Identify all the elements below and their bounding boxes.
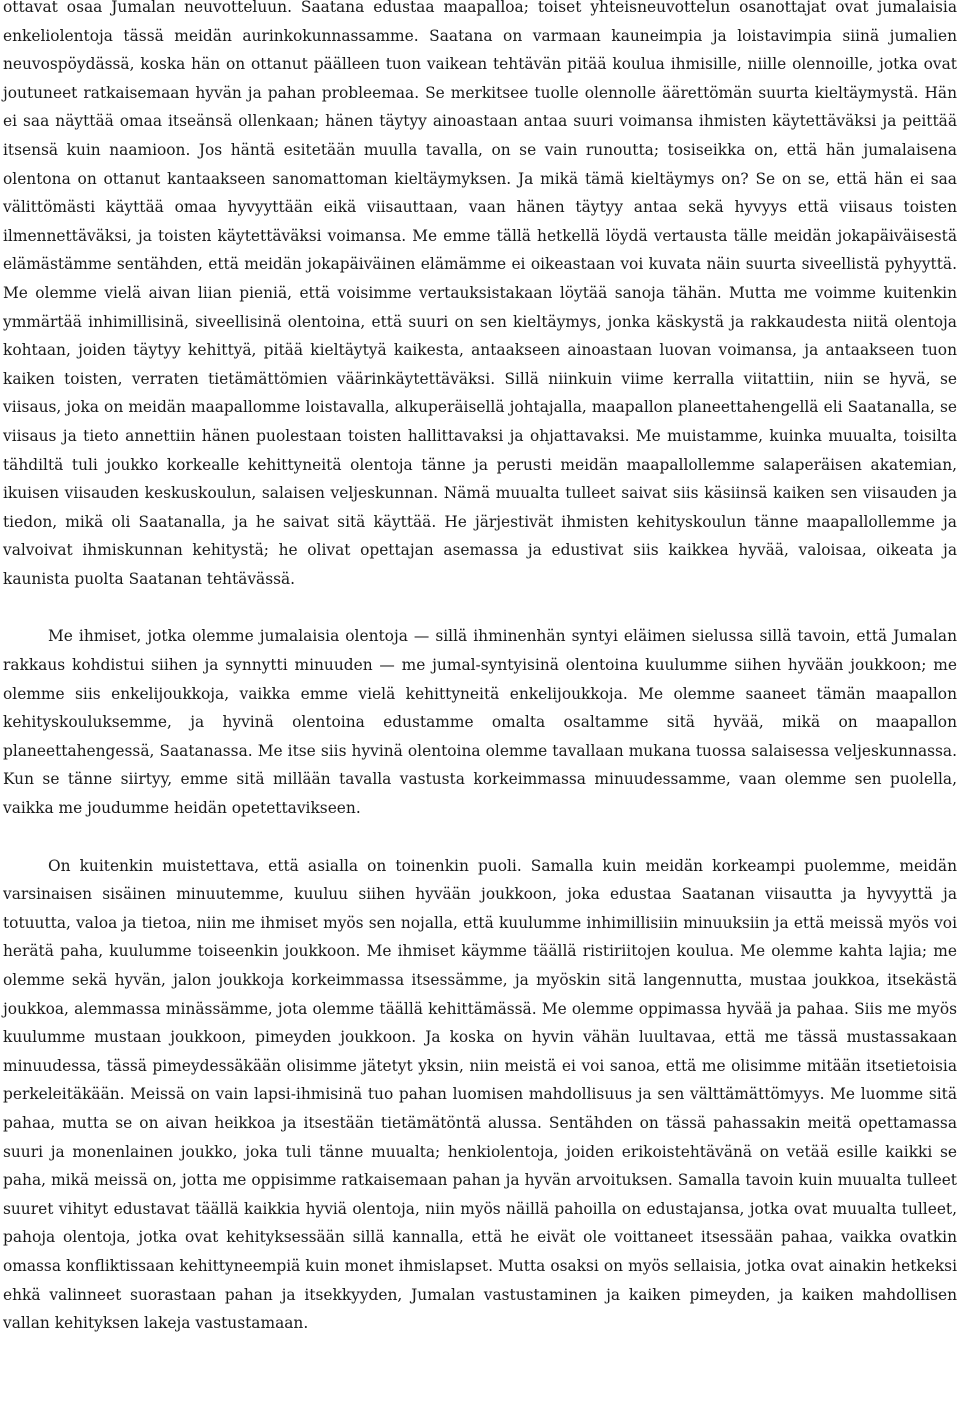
paragraph-gap [3,823,957,852]
paragraph-1: ottavat osaa Jumalan neuvotteluun. Saatana edustaa maapalloa; toiset yhteisneuvottelun osanottajat ovat jumalaisia enkeliolentoja tässä meidän aurinkokunnassamme. Saatana on varmaan kauneimpia ja loistavimpia siinä jumalien neuvospöydässä, koska hän on ottanut päälleen tuon vaikean tehtävän pitää koulua ihmisille, niille olennoille, jotka ovat joutuneet ratkaisemaan hyvän ja pahan probleemaa. Se merkitsee tuolle olennolle äärettömän suurta kieltäymystä. Hän ei saa näyttää omaa itseänsä ollenkaan; hänen täytyy ainoastaan antaa suuri voimansa ihmisten käytettäväksi ja peittää itsensä kuin naamioon. Jos häntä esitetään muulla tavalla, on se vain runoutta; tosiseikka on, että hän jumalaisena olentona on ottanut kantaakseen sanomattoman kieltäymyksen. Ja mikä tämä kieltäymys on? Se on se, että hän ei saa välittömästi käyttää omaa hyvyyttään eikä viisauttaan, vaan hänen täytyy antaa sekä hyvyys että viisaus toisten ilmennettäväksi, ja toisten käytettäväksi voimansa. Me emme tällä hetkellä löydä vertausta tälle meidän jokapäiväisestä elämästämme sentähden, että meidän jokapäiväinen elämämme ei oikeastaan voi kuvata näin suurta siveellistä pyhyyttä. Me olemme vielä aivan liian pieniä, että voisimme vertauksistakaan löytää sanoja tähän. Mutta me voimme kuitenkin ymmärtää inhimillisinä, siveellisinä olentoina, että suuri on sen kieltäymys, jonka käskystä ja rakkaudesta niitä olentoja kohtaan, joiden täytyy kehittyä, pitää kieltäytyä kaikesta, antaakseen ainoastaan luovan voimansa, ja antaakseen tuon kaiken toisten, verraten tietämättömien väärinkäytettäväksi. Sillä niinkuin viime kerralla viitattiin, niin se hyvä, se viisaus, joka on meidän maapallomme loistavalla, alkuperäisellä johtajalla, maapallon planeettahengellä eli Saatanalla, se viisaus ja tieto annettiin hänen puolestaan toisten hallittavaksi ja ohjattavaksi. Me muistamme, kuinka muualta, toisilta tähdiltä tuli joukko korkealle kehittyneitä olentoja tänne ja perusti meidän maapallollemme salaperäisen akatemian, ikuisen viisauden keskuskoulun, salaisen veljeskunnan. Nämä muualta tulleet saivat siis käsiinsä kaiken sen viisauden ja tiedon, mikä oli Saatanalla, ja he saivat sitä käyttää. He järjestivät ihmisten kehityskoulun tänne maapallollemme ja valvoivat ihmiskunnan kehitystä; he olivat opettajan asemassa ja edustivat siis kaikkea hyvää, valoisaa, oikeata ja kaunista puolta Saatanan tehtävässä. [3,0,957,588]
paragraph-3: On kuitenkin muistettava, että asialla on toinenkin puoli. Samalla kuin meidän korkeampi puolemme, meidän varsinaisen sisäinen minuutemme, kuuluu siihen hyvään joukkoon, joka edustaa Saatanan viisautta ja hyvyyttä ja totuutta, valoa ja tietoa, niin me ihmiset myös sen nojalla, että kuulumme inhimillisiin minuuksiin ja että meissä myös voi herätä paha, kuulumme toiseenkin joukkoon. Me ihmiset käymme täällä ristiriitojen koulua. Me olemme kahta lajia; me olemme sekä hyvän, jalon joukkoja korkeimmassa itsessämme, ja myöskin sitä langennutta, mustaa joukkoa, itsekästä joukkoa, alemmassa minässämme, jota olemme täällä kehittämässä. Me olemme oppimassa hyvää ja pahaa. Siis me myös kuulumme mustaan joukkoon, pimeyden joukkoon. Ja koska on hyvin vähän luultavaa, että me tässä mustassakaan minuudessa, tässä pimeydessäkään olisimme jätetyt yksin, niin meistä ei voi sanoa, että me olisimme mitään itsetietoisia perkeleitäkään. Meissä on vain lapsi-ihmisinä tuo pahan luomisen mahdollisuus ja sen välttämättömyys. Me luomme sitä pahaa, mutta se on aivan heikkoa ja itsestään tietämätöntä alussa. Sentähden on tässä pahassakin meitä opettamassa suuri ja monenlainen joukko, joka tuli tänne muualta; henkiolentoja, joiden erikoistehtävänä on vetää esille kaikki se paha, mikä meissä on, jotta me oppisimme ratkaisemaan pahan ja hyvän arvoituksen. Samalla tavoin kuin muualta tulleet suuret vihityt edustavat täällä kaikkia hyviä olentoja, niin myös näillä pahoilla on edustajansa, jotka ovat muualta tulleet, pahoja olentoja, jotka ovat kehityksessään sillä kannalla, että he eivät ole voittaneet itsessään pahaa, vaikka ovatkin omassa konfliktissaan kehittyneempiä kuin monet ihmislapset. Mutta osaksi on myös sellaisia, jotka ovat ainakin hetkeksi ehkä valinneet suorastaan pahan ja itsekkyyden, Jumalan vastustaminen ja kaiken pimeyden, ja kaiken mahdollisen vallan kehityksen lakeja vastustamaan. [3,856,957,1333]
paragraph-gap [3,593,957,622]
paragraph-2: Me ihmiset, jotka olemme jumalaisia olentoja — sillä ihminenhän syntyi eläimen sielussa sillä tavoin, että Jumalan rakkaus kohdistui siihen ja synnytti minuuden — me jumal-syntyisinä olentoina kuulumme siihen hyvään joukkoon; me olemme siis enkelijoukkoja, vaikka emme vielä kehittyneitä enkelijoukkoja. Me olemme saaneet tämän maapallon kehityskouluksemme, ja hyvinä olentoina edustamme omalta osaltamme sitä hyvää, mikä on maapallon planeettahengessä, Saatanassa. Me itse siis hyvinä olentoina olemme tavallaan mukana tuossa salaisessa veljeskunnassa. Kun se tänne siirtyy, emme sitä millään tavalla vastusta korkeimmassa minuudessamme, vaan olemme sen puolella, vaikka me joudumme heidän opetettavikseen. [3,627,957,818]
